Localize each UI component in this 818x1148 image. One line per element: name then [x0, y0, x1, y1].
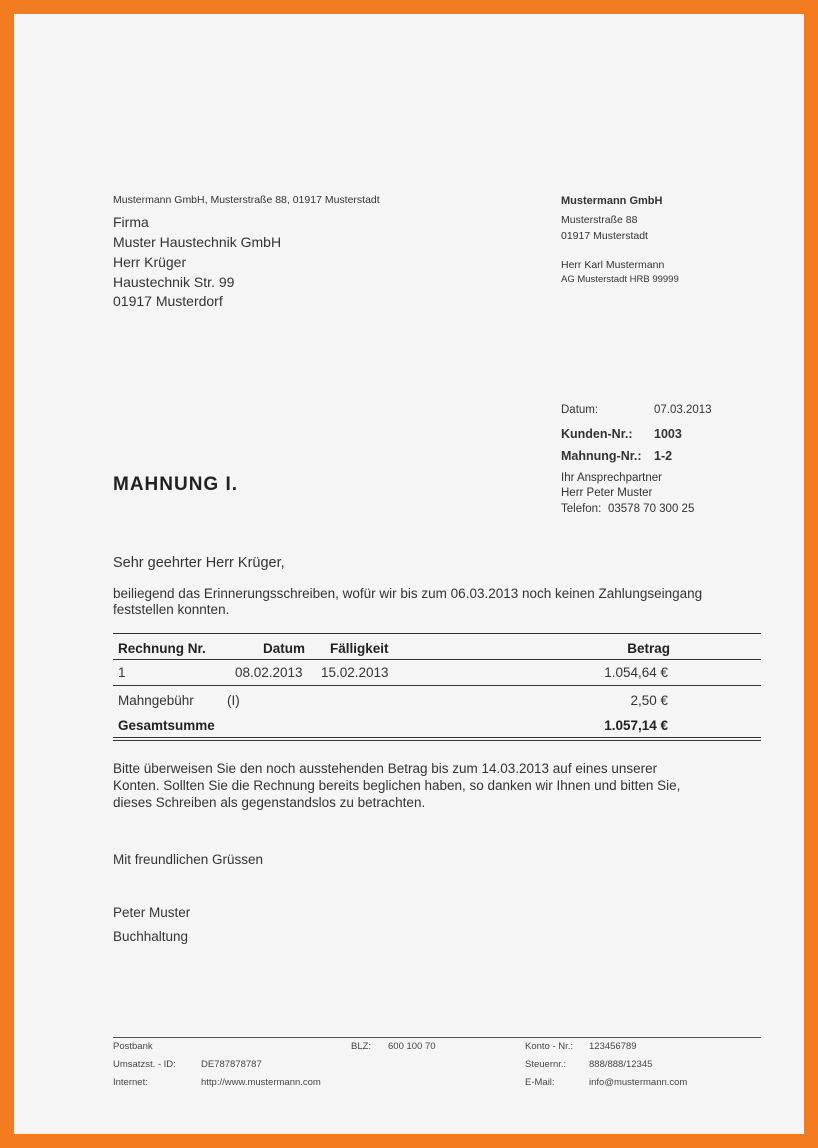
- footer-vat-value: DE787878787: [201, 1059, 262, 1070]
- invoice-number: 1: [118, 665, 126, 680]
- col-header-invoice: Rechnung Nr.: [118, 641, 206, 656]
- intro-line-2: feststellen konnten.: [113, 602, 230, 617]
- recipient-line-1: Firma: [113, 214, 149, 230]
- total-label: Gesamtsumme: [118, 718, 215, 733]
- footer-account-value: 123456789: [589, 1041, 637, 1052]
- company-register: AG Musterstadt HRB 99999: [561, 274, 679, 285]
- body-line-3: dieses Schreiben als gegenstandslos zu betrachten.: [113, 795, 426, 810]
- closing: Mit freundlichen Grüssen: [113, 852, 264, 867]
- document-title: MAHNUNG I.: [113, 474, 239, 495]
- total-rule-1: [113, 737, 761, 738]
- contact-name: Herr Peter Muster: [561, 487, 653, 499]
- phone-label: Telefon:: [561, 503, 602, 515]
- fee-label: Mahngebühr: [118, 693, 194, 708]
- table-top-rule: [113, 633, 761, 634]
- footer-web-label: Internet:: [113, 1077, 148, 1088]
- signer-name: Peter Muster: [113, 905, 191, 920]
- table-header-rule: [113, 659, 761, 660]
- body-line-2: Konten. Sollten Sie die Rechnung bereits beglichen haben, so danken wir Ihnen und bitten Sie,: [113, 778, 681, 793]
- total-rule-2: [113, 740, 761, 741]
- customer-number-label: Kunden-Nr.:: [561, 427, 633, 441]
- date-value: 07.03.2013: [654, 404, 712, 416]
- company-manager: Herr Karl Mustermann: [561, 259, 665, 271]
- signer-department: Buchhaltung: [113, 929, 189, 944]
- fee-amount: 2,50 €: [630, 693, 668, 708]
- footer-mail-label: E-Mail:: [525, 1077, 555, 1088]
- body-line-1: Bitte überweisen Sie den noch ausstehenden Betrag bis zum 14.03.2013 auf eines unserer: [113, 761, 658, 776]
- document-page: [14, 14, 804, 1134]
- recipient-line-3: Herr Krüger: [113, 254, 187, 270]
- footer-bank-label: Postbank: [113, 1041, 153, 1052]
- sender-return-address: Mustermann GmbH, Musterstraße 88, 01917 Musterstadt: [113, 194, 380, 206]
- intro-line-1: beiliegend das Erinnerungsschreiben, wofür wir bis zum 06.03.2013 noch keinen Zahlungseingang: [113, 586, 703, 601]
- fee-note: (I): [227, 693, 240, 708]
- col-header-amount: Betrag: [627, 641, 670, 656]
- recipient-line-5: 01917 Musterdorf: [113, 293, 223, 309]
- date-label: Datum:: [561, 404, 599, 416]
- reminder-number-label: Mahnung-Nr.:: [561, 449, 642, 463]
- contact-label: Ihr Ansprechpartner: [561, 472, 663, 484]
- reminder-number-value: 1-2: [654, 449, 673, 463]
- footer-blz-value: 600 100 70: [388, 1041, 436, 1052]
- invoice-amount: 1.054,64 €: [604, 665, 668, 680]
- col-header-due: Fälligkeit: [330, 641, 389, 656]
- invoice-date: 08.02.2013: [235, 665, 303, 680]
- phone-value: 03578 70 300 25: [608, 503, 695, 515]
- company-name: Mustermann GmbH: [561, 195, 663, 207]
- recipient-line-2: Muster Haustechnik GmbH: [113, 234, 282, 250]
- recipient-line-4: Haustechnik Str. 99: [113, 274, 235, 290]
- company-city: 01917 Musterstadt: [561, 230, 648, 242]
- col-header-date: Datum: [263, 641, 306, 656]
- salutation: Sehr geehrter Herr Krüger,: [113, 555, 285, 571]
- footer-blz-label: BLZ:: [351, 1041, 372, 1052]
- footer-mail-value[interactable]: info@mustermann.com: [589, 1077, 688, 1088]
- table-row-rule: [113, 685, 761, 686]
- footer-rule: [113, 1037, 761, 1038]
- footer-account-label: Konto - Nr.:: [525, 1041, 574, 1052]
- customer-number-value: 1003: [654, 427, 682, 441]
- total-amount: 1.057,14 €: [604, 718, 668, 733]
- footer-vat-label: Umsatzst. - ID:: [113, 1059, 176, 1070]
- footer-tax-label: Steuernr.:: [525, 1059, 567, 1070]
- footer-tax-value: 888/888/12345: [589, 1059, 653, 1070]
- invoice-due-date: 15.02.2013: [321, 665, 389, 680]
- company-street: Musterstraße 88: [561, 214, 638, 226]
- footer-web-value[interactable]: http://www.mustermann.com: [201, 1077, 321, 1088]
